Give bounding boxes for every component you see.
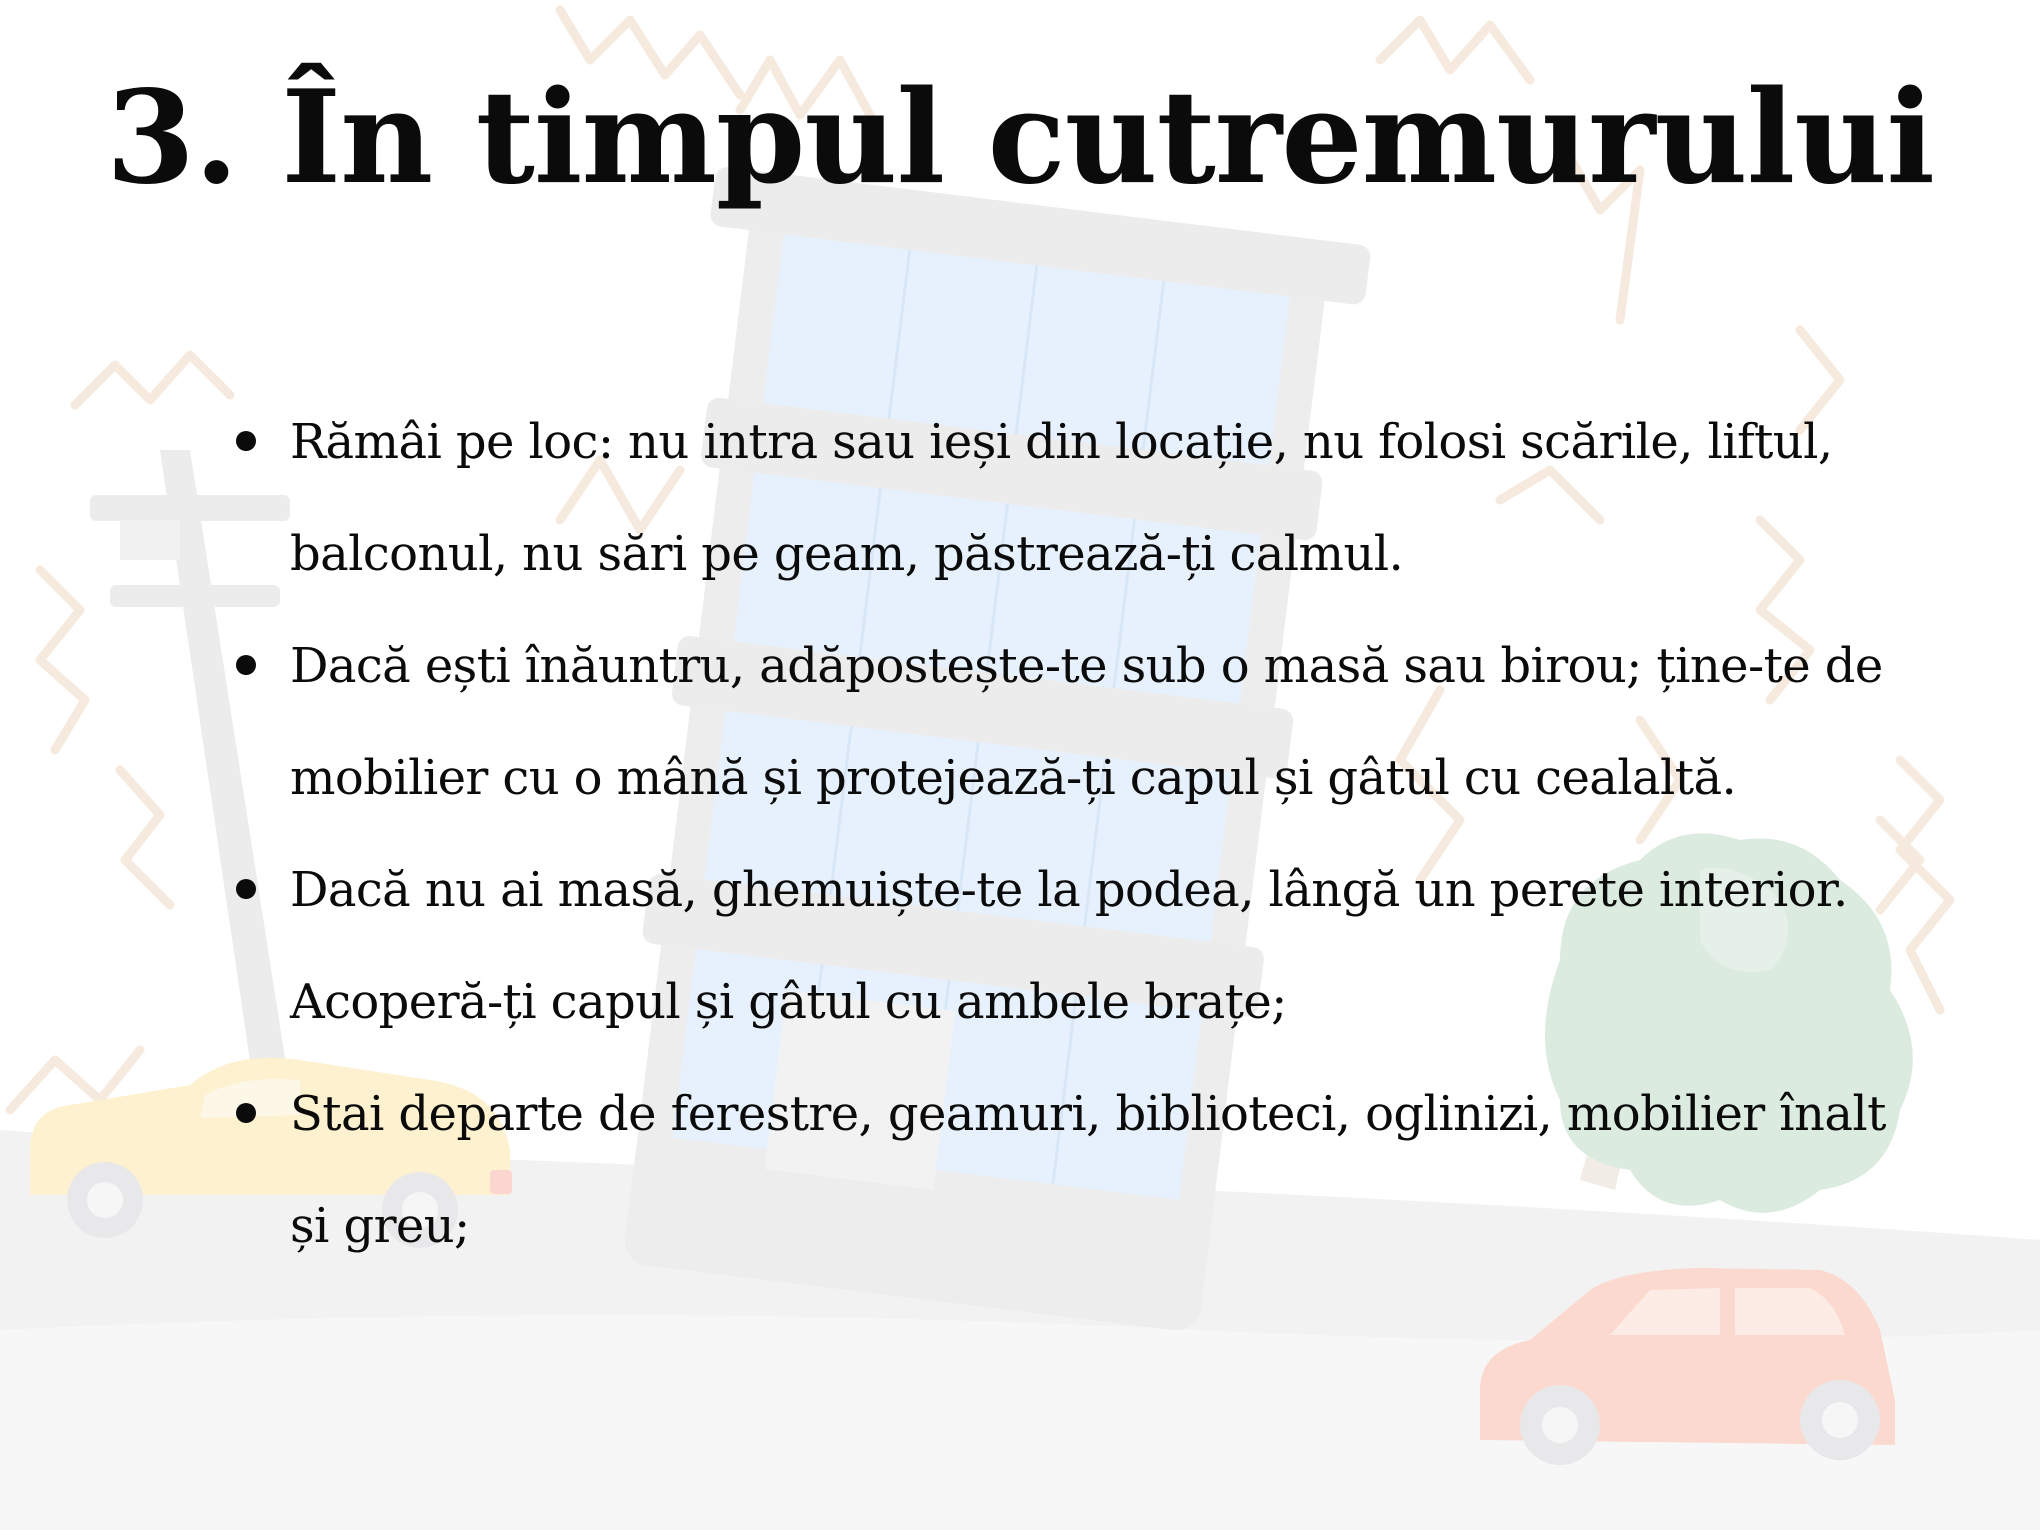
bullet-item [232, 610, 1892, 834]
bullet-text: Stai departe de ferestre, geamuri, biblioteci, oglinizi, mobilier înalt și greu; [290, 1086, 1886, 1254]
bullet-item [232, 834, 1892, 1058]
bullet-list [232, 386, 1892, 1282]
bullet-item [232, 386, 1892, 610]
bullet-icon [236, 879, 256, 899]
bullet-icon [236, 655, 256, 675]
bullet-text: Dacă nu ai masă, ghemuiște-te la podea, lângă un perete interior. Acoperă-ți capul și gâtul cu ambele brațe; [290, 862, 1848, 1030]
bullet-item [232, 1058, 1892, 1282]
bullet-text: Dacă ești înăuntru, adăpostește-te sub o masă sau birou; ține-te de mobilier cu o mână și protejează-ți capul și gâtul cu cealaltă. [290, 638, 1883, 806]
bullet-text: Rămâi pe loc: nu intra sau ieși din locație, nu folosi scările, liftul, balconul, nu sări pe geam, păstrează-ți calmul. [290, 414, 1833, 582]
slide-title: 3. În timpul cutremurului [106, 63, 1934, 213]
bullet-icon [236, 431, 256, 451]
bullet-icon [236, 1103, 256, 1123]
